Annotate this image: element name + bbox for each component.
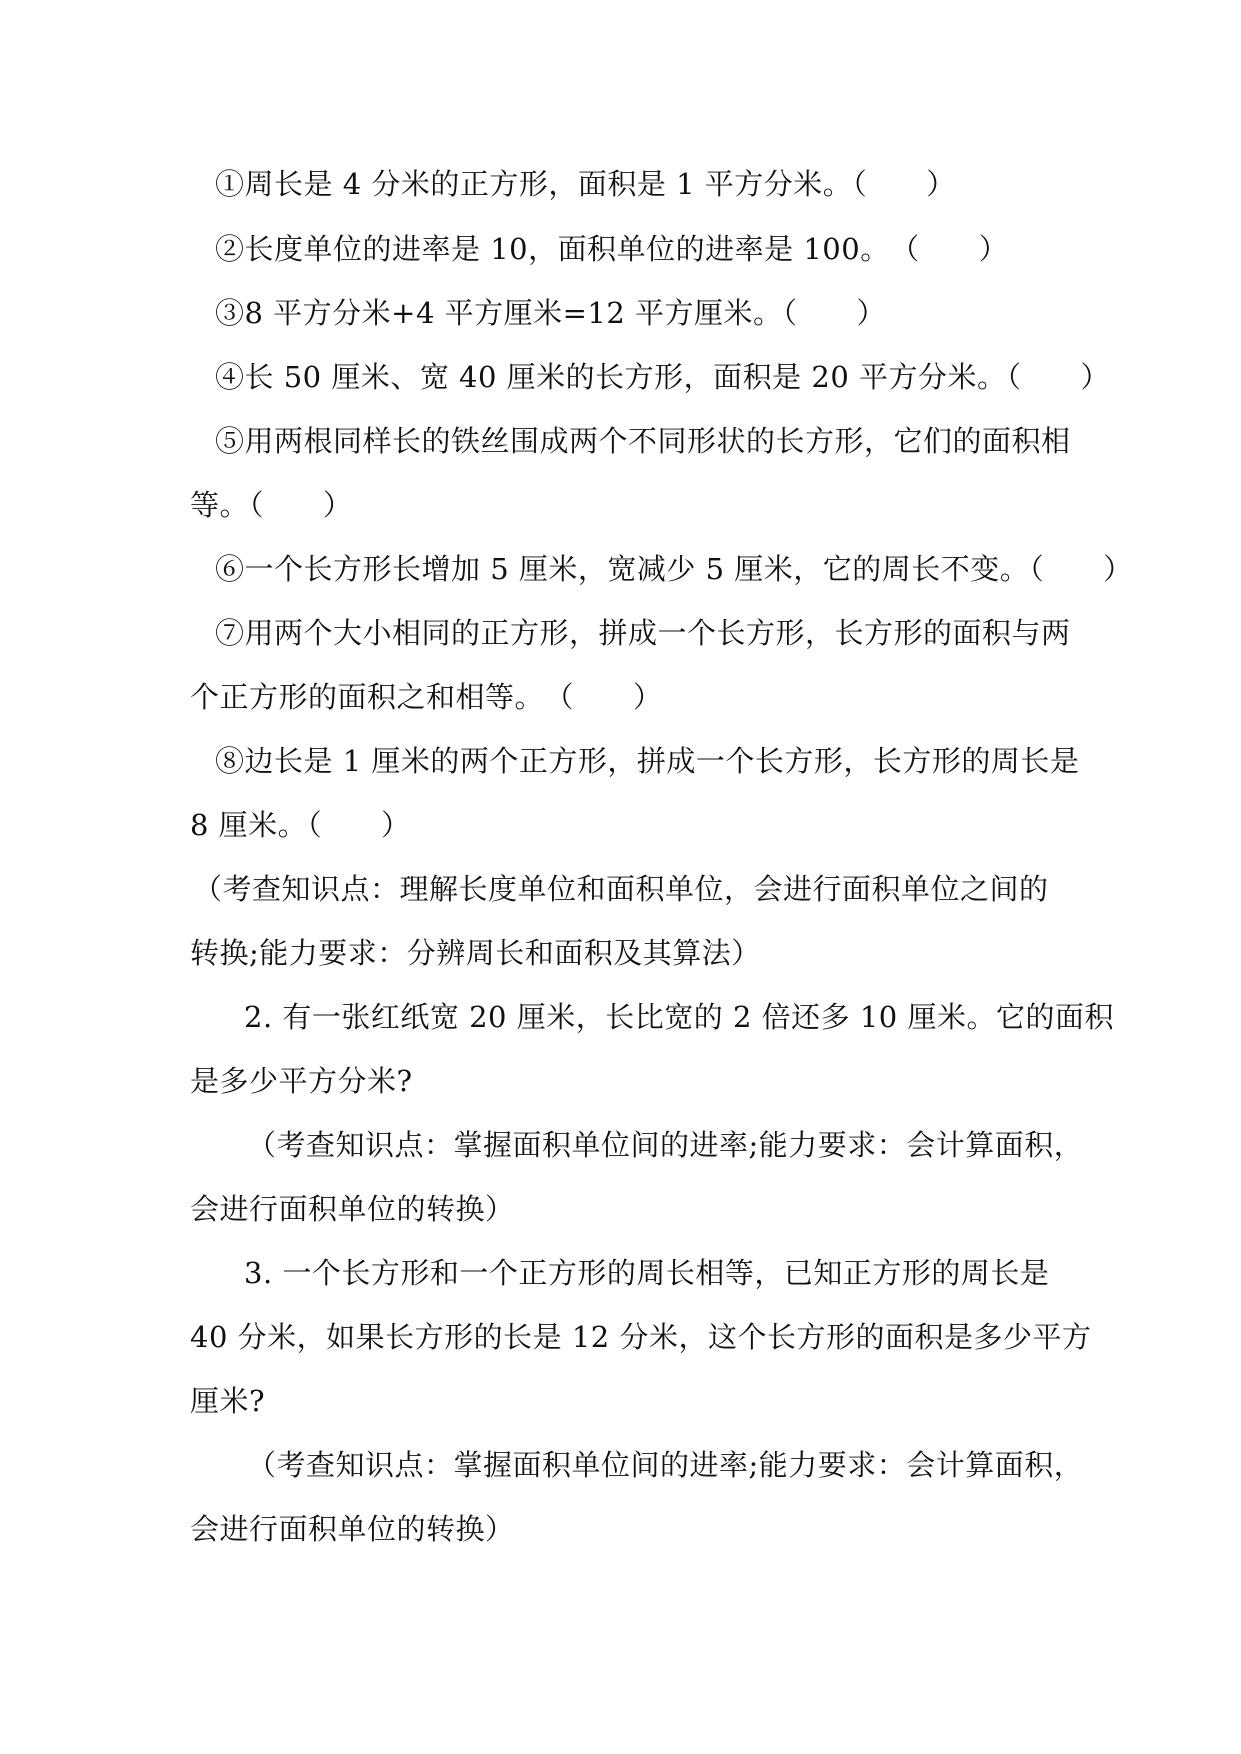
question-2-line-1: 2. 有一张红纸宽 20 厘米，长比宽的 2 倍还多 10 厘米。它的面积	[244, 1000, 1114, 1034]
note-3-line-1: （考查知识点：掌握面积单位间的进率;能力要求：会计算面积，	[247, 1448, 1084, 1482]
question-3-line-2: 40 分米，如果长方形的长是 12 分米，这个长方形的面积是多少平方	[190, 1320, 1092, 1354]
question-3-line-1: 3. 一个长方形和一个正方形的周长相等，已知正方形的周长是	[244, 1256, 1050, 1290]
note-1-line-1: （考查知识点：理解长度单位和面积单位，会进行面积单位之间的	[193, 872, 1049, 906]
note-1-line-2: 转换;能力要求：分辨周长和面积及其算法）	[190, 936, 761, 970]
judgment-2: ②长度单位的进率是 10，面积单位的进率是 100。 （ ）	[215, 232, 1009, 266]
judgment-8-line-2: 8 厘米。（ ）	[190, 808, 411, 842]
note-2-line-1: （考查知识点：掌握面积单位间的进率;能力要求：会计算面积，	[247, 1128, 1084, 1162]
judgment-6: ⑥一个长方形长增加 5 厘米，宽减少 5 厘米，它的周长不变。（ ）	[215, 552, 1133, 586]
judgment-5-line-1: ⑤用两根同样长的铁丝围成两个不同形状的长方形，它们的面积相	[215, 424, 1071, 458]
question-3-line-3: 厘米?	[190, 1384, 266, 1418]
judgment-5-line-2: 等。（ ）	[190, 488, 353, 522]
judgment-7-line-2: 个正方形的面积之和相等。 （ ）	[190, 680, 663, 714]
judgment-3: ③8 平方分米+4 平方厘米=12 平方厘米。（ ）	[215, 296, 887, 330]
note-3-line-2: 会进行面积单位的转换）	[190, 1512, 515, 1546]
question-2-line-2: 是多少平方分米?	[190, 1064, 413, 1098]
judgment-4: ④长 50 厘米、宽 40 厘米的长方形，面积是 20 平方分米。（ ）	[215, 360, 1111, 394]
judgment-7-line-1: ⑦用两个大小相同的正方形，拼成一个长方形，长方形的面积与两	[215, 616, 1071, 650]
judgment-1: ①周长是 4 分米的正方形，面积是 1 平方分米。（ ）	[215, 167, 956, 201]
judgment-8-line-1: ⑧边长是 1 厘米的两个正方形，拼成一个长方形，长方形的周长是	[215, 744, 1080, 778]
note-2-line-2: 会进行面积单位的转换）	[190, 1192, 515, 1226]
